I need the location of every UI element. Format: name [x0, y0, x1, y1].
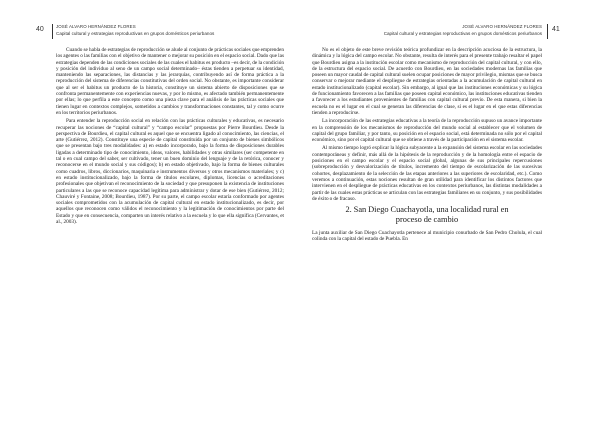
paragraph: La incorporación de las estrategias educativas a la teoría de la reproducción supuso un avance importante en la comprensión de los mecanismos de reproducción del mundo social al establecer que el volumen de capital del grupo familiar, y por tanto, su posición en el espacio social, está determinada no sólo por el capital económico, sino por el capital cultural que se obtiene a través de la participación en el sistema escolar. [312, 118, 542, 144]
paragraph: Cuando se habla de estrategias de reproducción se alude al conjunto de prácticas sociales que emprenden los agentes o las familias con el objetivo de mantener o mejorar su posición en el espacio social. Dado que las estrategias dependen de las condiciones sociales de las cuales el habitus es producto –es decir, de la condición y posición del individuo al seno de un campo social determinado– éstas tienden a perpetuar su identidad, manteniendo las separaciones, las distancias y las jerarquías, contribuyendo así de forma práctica a la reproducción del sistema de diferencias constitutivas del orden social. No obstante, es importante considerar que al ser el habitus un producto de la historia, constituye un sistema abierto de disposiciones que se confronta permanentemente con experiencias nuevas, y por lo mismo, es afectado también permanentemente por ellas; lo que perfila a este concepto como una pieza clave para el análisis de las prácticas sociales que tienen lugar en contextos complejos, sometidos a cambios y transformaciones constantes, tal y como ocurre en los territorios periurbanos. [56, 47, 284, 116]
right-page [300, 0, 600, 440]
header-author: JOSÉ ALVARO HERNÁNDEZ FLORES [56, 24, 136, 29]
page-number: 41 [552, 26, 560, 33]
header-divider [52, 24, 53, 39]
body-text [56, 47, 284, 225]
paragraph: La junta auxiliar de San Diego Cuachayotla pertenece al municipio conurbado de San Pedro Cholula, el cual colinda con la capital del estado de Puebla. En [312, 230, 542, 243]
running-header [384, 24, 542, 36]
running-header [56, 24, 214, 36]
paragraph: Para entender la reproducción social en relación con las prácticas culturales y educativas, es necesario recuperar las nociones de “capital cultural” y “campo escolar” propuestas por Pierre Bourdieu. Desde la perspectiva de Bourdieu, el capital cultural es aquel que se encuentra ligado al conocimiento, las ciencias, el arte (Gutiérrez, 2012). Constituye una especie de capital constituida por un conjunto de bienes simbólicos que se presentan bajo tres modalidades: a) en estado incorporado, bajo la forma de disposiciones durables ligadas a determinado tipo de conocimiento, ideas, valores, habilidades y otras similares (ser competente en tal o en cual campo del saber, ser cultivado, tener un buen dominio del lenguaje y de la retórica, conocer y reconocerse en el mundo social y sus códigos); b) en estado objetivado, bajo la forma de bienes culturales como cuadros, libros, diccionarios, maquinaria e instrumentos diversos y otros mecanismos materiales; y c) en estado institucionalizado, bajo la forma de títulos escolares, diplomas, licencias o acreditaciones profesionales que objetivan el reconocimiento de la sociedad y que presuponen la existencia de instituciones particulares a las que se reconoce capacidad legítima para administrar y dotar de ese bien (Gutiérrez, 2012; Chauviré y Fontaine, 2008; Bourdieu, 1987). Por su parte, el campo escolar estaría conformado por agentes sociales comprometidos con la acumulación de capital cultural en estado institucionalizado, es decir, por aquellos que reconocen como válidos el reconocimiento y la legitimación de conocimientos por parte del Estado y que en consecuencia, comparten un interés relativo a la escuela y lo que ella significa (Cervantes, et al., 2003). [56, 118, 284, 226]
body-text [312, 47, 542, 243]
paragraph: No es el objeto de este breve revisión teórica profundizar en la descripción acuciosa de la estructura, la dinámica y la lógica del campo escolar. No obstante, resulta de interés para el presente trabajo resaltar el papel que Bourdieu asigna a la institución escolar como mecanismo de reproducción del capital cultural, y con ello, de la estructura del espacio social. De acuerdo con Bourdieu, en las sociedades modernas las familias que poseen un mayor caudal de capital cultural suelen ocupar posiciones de mayor privilegio, mismas que se busca conservar o mejorar mediante el despliegue de estrategias orientadas a la acumulación de capital cultural en estado institucionalizado (capital escolar). Sin embargo, al igual que las instituciones económicas y su lógica de funcionamiento favorecen a las familias que poseen capital económico, las instituciones educativas tienden a favorecer a los estudiantes provenientes de familias con capital cultural previo. De esta manera, si bien la escuela no es el lugar en el cual se generan las diferencias de clase, sí es el lugar en el que estas diferencias tienden a reproducirse. [312, 47, 542, 116]
header-author: JOSÉ ALVARO HERNÁNDEZ FLORES [462, 24, 542, 29]
page-number: 40 [36, 26, 44, 33]
header-title: Capital cultural y estrategias reproductivas en grupos domésticos periurbanos [383, 31, 542, 36]
section-title-line: proceso de cambio [395, 215, 459, 225]
section-title-line: 2. San Diego Cuachayotla, una localidad rural en [345, 205, 509, 215]
paragraph: Al mismo tiempo logró explicar la lógica subyacente a la expansión del sistema escolar en las sociedades contemporáneas y definir, más allá de la hipótesis de la reproducción y de la homología entre el espacio de posiciones en el campo escolar y el espacio social global, algunas de sus principales repercusiones (sobreproducción y desvalorización de títulos, incremento del tiempo de escolarización de las sucesivas cohortes, desplazamiento de la selección de las etapas anteriores a las superiores de escolaridad, etc.). Como veremos a continuación, estas nociones resultan de gran utilidad para identificar los distintos factores que intervienen en el despliegue de prácticas educativas en los contextos periurbanos, las distintas modalidades a partir de las cuales estas prácticas se articulan con las estrategias familiares en su conjunto, y sus posibilidades de éxito o de fracaso. [312, 145, 542, 202]
header-divider [547, 24, 548, 39]
header-title: Capital cultural y estrategias reproductivas en grupos domésticos periurbanos [56, 31, 215, 36]
section-title [312, 205, 542, 225]
